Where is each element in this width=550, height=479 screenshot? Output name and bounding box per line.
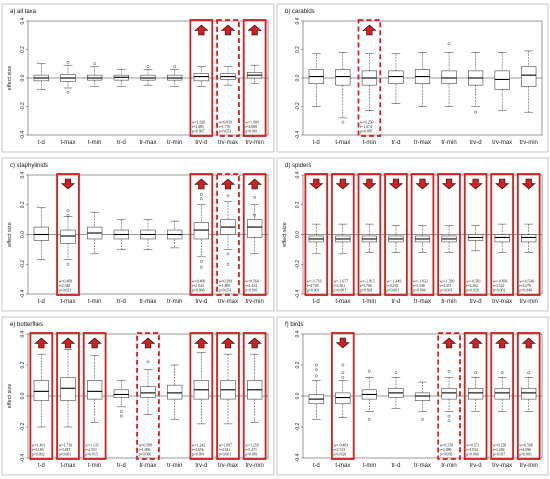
y-tick-label: 0.4 bbox=[20, 17, 26, 25]
stat-line: w=-0.839 bbox=[492, 279, 508, 284]
stat-line: t=4.096 bbox=[519, 448, 532, 453]
box-iqr bbox=[495, 388, 510, 399]
panel-title: c) staphylinids bbox=[10, 163, 49, 169]
box-iqr bbox=[442, 388, 457, 399]
x-tick-label: tr-d bbox=[391, 299, 401, 305]
stat-line: t=4.235 bbox=[386, 284, 399, 289]
box-iqr bbox=[495, 235, 510, 242]
x-tick-label: tr-max bbox=[414, 299, 431, 305]
stat-line: t=4.656 bbox=[191, 448, 204, 453]
x-tick-label: tr-max bbox=[414, 140, 431, 146]
x-tick-label: trv-max bbox=[492, 299, 513, 305]
stat-line: w=1.626 bbox=[191, 120, 206, 125]
stat-line: t=2.086 bbox=[439, 448, 452, 453]
stat-line: w=-1.915 bbox=[360, 279, 375, 284]
y-tick-label: 0.2 bbox=[20, 361, 26, 369]
stat-line: p=0.002 bbox=[31, 452, 45, 457]
x-tick-label: t-d bbox=[37, 463, 45, 469]
panel-f bbox=[277, 317, 548, 475]
x-tick-label: tr-max bbox=[139, 463, 157, 469]
y-tick-label: 0.2 bbox=[295, 201, 301, 209]
stat-line: t=5.471 bbox=[245, 448, 257, 453]
panel-title: d) spiders bbox=[285, 163, 312, 169]
x-tick-label: trv-max bbox=[492, 463, 513, 469]
y-tick-label: 0.4 bbox=[295, 17, 301, 25]
y-tick-label: 0.2 bbox=[295, 361, 301, 369]
stat-line: t=2.513 bbox=[333, 448, 346, 453]
stat-line: p=0.015 bbox=[85, 452, 98, 457]
y-tick-label: 0.0 bbox=[20, 231, 26, 238]
stat-line: p=0.001 bbox=[245, 452, 258, 457]
x-tick-label: t-max bbox=[60, 299, 76, 305]
box-iqr bbox=[61, 377, 76, 400]
box-iqr bbox=[415, 393, 430, 401]
x-tick-label: trv-max bbox=[218, 299, 238, 305]
x-tick-label: trv-min bbox=[519, 140, 538, 146]
box-iqr bbox=[389, 71, 404, 84]
x-tick-label: trv-min bbox=[519, 463, 538, 469]
x-tick-label: t-d bbox=[312, 140, 320, 146]
stat-line: p=0.002 bbox=[492, 288, 506, 293]
x-tick-label: t-min bbox=[362, 299, 377, 305]
x-tick-label: t-min bbox=[362, 140, 377, 146]
y-tick-label: 0.4 bbox=[20, 330, 26, 338]
x-tick-label: trv-d bbox=[469, 299, 482, 305]
stat-line: t=4.068 bbox=[245, 125, 257, 130]
x-tick-label: tr-min bbox=[166, 463, 183, 469]
stat-line: p=0.028 bbox=[333, 452, 347, 457]
y-tick-label: -0.2 bbox=[20, 259, 26, 269]
stat-line: t=3.522 bbox=[492, 284, 505, 289]
x-tick-label: t-max bbox=[335, 299, 351, 305]
box-iqr bbox=[167, 385, 182, 399]
y-tick-label: 0.4 bbox=[295, 330, 301, 338]
box-iqr bbox=[521, 235, 536, 242]
stat-line: p=0.001 bbox=[218, 452, 232, 457]
stat-line: t=2.262 bbox=[466, 284, 478, 289]
box-iqr bbox=[442, 71, 457, 84]
y-tick-label: 0.0 bbox=[20, 74, 26, 82]
stat-line: t=2.548 bbox=[58, 284, 71, 289]
x-tick-label: t-max bbox=[335, 140, 351, 146]
box-iqr bbox=[495, 71, 510, 90]
x-tick-label: tr-d bbox=[391, 140, 401, 146]
x-tick-label: trv-d bbox=[195, 463, 208, 469]
stat-line: w=-1.590 bbox=[439, 279, 455, 284]
stat-line: p=0.040 bbox=[519, 288, 532, 293]
stat-line: p=0.006 bbox=[466, 452, 479, 457]
stat-line: w=0.469 bbox=[191, 279, 206, 284]
stat-line: w=1.904 bbox=[245, 120, 259, 125]
stat-line: t=4.561 bbox=[333, 284, 346, 289]
stat-line: w=-1.677 bbox=[333, 279, 349, 284]
stat-line: p=0.001 bbox=[439, 288, 453, 293]
x-tick-label: trv-max bbox=[218, 463, 238, 469]
stat-line: w=1.242 bbox=[191, 443, 206, 448]
y-tick-label: -0.4 bbox=[20, 453, 26, 463]
stat-line: w=-1.449 bbox=[386, 279, 402, 284]
box-iqr bbox=[521, 388, 536, 399]
stat-line: w=0.571 bbox=[466, 443, 480, 448]
x-tick-label: tr-d bbox=[391, 463, 401, 469]
stat-line: w=0.299 bbox=[218, 279, 233, 284]
stat-line: w=-1.716 bbox=[306, 279, 322, 284]
box-iqr bbox=[468, 388, 483, 399]
y-tick-label: 0.0 bbox=[295, 392, 301, 400]
x-tick-label: tr-min bbox=[441, 463, 457, 469]
stat-line: p=0.006 bbox=[191, 288, 205, 293]
stat-line: t=2.284 bbox=[492, 448, 505, 453]
x-tick-label: t-d bbox=[37, 299, 45, 305]
stat-line: t=3.847 bbox=[58, 448, 71, 453]
box-iqr bbox=[87, 381, 102, 400]
stat-line: t=2.070 bbox=[519, 284, 532, 289]
x-tick-label: tr-d bbox=[116, 463, 126, 469]
x-tick-label: tr-d bbox=[116, 140, 126, 146]
box-iqr bbox=[141, 387, 156, 398]
stat-line: w=0.468 bbox=[58, 279, 73, 284]
stat-line: w=1.135 bbox=[85, 443, 99, 448]
stat-line: w=-1.032 bbox=[413, 279, 428, 284]
x-tick-label: tr-max bbox=[139, 140, 157, 146]
stat-line: p=0.087 bbox=[360, 129, 373, 134]
stat-line: p=0.053 bbox=[218, 129, 232, 134]
y-tick-label: 0.0 bbox=[20, 392, 26, 400]
stat-line: w=0.564 bbox=[245, 279, 259, 284]
stat-line: t=1.895 bbox=[218, 284, 231, 289]
x-tick-label: tr-min bbox=[441, 140, 457, 146]
x-tick-label: tr-max bbox=[139, 299, 157, 305]
stat-line: t=2.551 bbox=[85, 448, 97, 453]
panel-a bbox=[2, 4, 274, 152]
x-tick-label: tr-min bbox=[441, 299, 457, 305]
box-iqr bbox=[34, 227, 49, 240]
stat-line: p=0.058 bbox=[439, 452, 453, 457]
stat-line: p=0.001 bbox=[191, 452, 205, 457]
stat-line: p=0.021 bbox=[58, 288, 72, 293]
box-iqr bbox=[336, 69, 351, 85]
stat-line: p=0.007 bbox=[191, 129, 205, 134]
stat-line: t=2.944 bbox=[191, 284, 204, 289]
panel-title: b) carabids bbox=[285, 9, 315, 15]
y-tick-label: 0.0 bbox=[295, 231, 301, 238]
x-tick-label: t-min bbox=[362, 463, 377, 469]
stat-line: t=3.183 bbox=[31, 448, 44, 453]
stat-line: w=0.568 bbox=[519, 443, 533, 448]
x-tick-label: t-d bbox=[312, 463, 320, 469]
x-tick-label: trv-d bbox=[469, 140, 482, 146]
stat-line: w=-0.546 bbox=[519, 279, 535, 284]
y-tick-label: 0.2 bbox=[20, 46, 26, 53]
stat-line: p=0.001 bbox=[333, 288, 347, 293]
stat-line: t=1.906 bbox=[138, 448, 151, 453]
y-tick-label: -0.2 bbox=[20, 102, 26, 111]
stat-line: t=3.485 bbox=[191, 125, 204, 130]
stat-line: t=3.346 bbox=[413, 284, 425, 289]
stat-line: w=-0.403 bbox=[333, 443, 349, 448]
stat-line: p=0.001 bbox=[245, 288, 258, 293]
stat-line: t=3.034 bbox=[466, 448, 478, 453]
x-tick-label: trv-max bbox=[218, 140, 238, 146]
x-tick-label: tr-min bbox=[166, 140, 183, 146]
x-tick-label: trv-d bbox=[469, 463, 482, 469]
stat-line: t=5.706 bbox=[360, 284, 372, 289]
y-tick-label: 0.2 bbox=[295, 46, 301, 53]
stat-line: w=0.258 bbox=[492, 443, 507, 448]
stat-line: p=0.029 bbox=[466, 288, 479, 293]
stat-line: w=0.839 bbox=[218, 120, 233, 125]
panel-c bbox=[2, 158, 274, 311]
x-tick-label: t-min bbox=[87, 140, 102, 146]
stat-line: w=1.259 bbox=[245, 443, 259, 448]
y-axis-label: effect size bbox=[7, 222, 13, 247]
x-tick-label: t-max bbox=[335, 463, 351, 469]
x-tick-label: t-min bbox=[87, 463, 102, 469]
stat-line: t=4.351 bbox=[439, 284, 452, 289]
stat-line: t=1.776 bbox=[218, 125, 231, 130]
panel-b bbox=[277, 4, 548, 152]
stat-line: w=1.716 bbox=[58, 443, 73, 448]
box-iqr bbox=[34, 381, 49, 401]
y-tick-label: -0.4 bbox=[20, 289, 26, 299]
y-tick-label: 0.0 bbox=[295, 74, 301, 82]
y-tick-label: 0.4 bbox=[20, 171, 26, 179]
x-tick-label: trv-min bbox=[519, 299, 538, 305]
stat-line: w=0.558 bbox=[439, 443, 454, 448]
panel-title: f) birds bbox=[285, 322, 304, 328]
y-tick-label: 0.4 bbox=[295, 171, 301, 179]
x-tick-label: t-max bbox=[60, 463, 76, 469]
stat-line: p=0.004 bbox=[413, 288, 426, 293]
y-tick-label: 0.2 bbox=[20, 201, 26, 209]
stat-line: p=0.001 bbox=[519, 452, 532, 457]
stat-line: w=0.250 bbox=[360, 120, 374, 125]
stat-line: w=0.588 bbox=[138, 443, 153, 448]
y-tick-label: -0.2 bbox=[295, 259, 301, 269]
x-tick-label: trv-min bbox=[245, 463, 264, 469]
stat-line: w=1.401 bbox=[31, 443, 46, 448]
x-tick-label: tr-d bbox=[116, 299, 126, 305]
box-iqr bbox=[114, 390, 129, 398]
x-tick-label: trv-d bbox=[195, 140, 208, 146]
stat-line: p=0.001 bbox=[360, 288, 373, 293]
panel-title: e) butterflies bbox=[10, 322, 44, 328]
y-tick-label: -0.4 bbox=[295, 130, 301, 140]
box-iqr bbox=[194, 223, 209, 239]
box-iqr bbox=[336, 393, 351, 404]
y-tick-label: -0.2 bbox=[20, 422, 26, 432]
stat-line: p=0.037 bbox=[492, 452, 506, 457]
box-iqr bbox=[61, 230, 76, 243]
stat-line: t=4.434 bbox=[245, 284, 257, 289]
stat-line: w=-0.581 bbox=[466, 279, 481, 284]
stat-line: w=1.097 bbox=[218, 443, 233, 448]
box-iqr bbox=[194, 74, 209, 81]
panel-title: a) all taxa bbox=[10, 9, 37, 15]
x-tick-label: trv-min bbox=[245, 299, 264, 305]
x-tick-label: t-max bbox=[60, 140, 76, 146]
x-tick-label: tr-min bbox=[166, 299, 183, 305]
panel-e bbox=[2, 317, 274, 475]
stat-line: p=0.066 bbox=[138, 452, 152, 457]
x-tick-label: trv-max bbox=[492, 140, 513, 146]
stat-line: t=4.705 bbox=[306, 284, 319, 289]
stat-line: p=0.001 bbox=[306, 288, 320, 293]
x-tick-label: t-min bbox=[87, 299, 102, 305]
box-iqr bbox=[521, 67, 536, 87]
stat-line: p=0.074 bbox=[218, 288, 232, 293]
stat-line: t=1.674 bbox=[360, 125, 372, 130]
x-tick-label: t-d bbox=[312, 299, 320, 305]
box-iqr bbox=[247, 220, 262, 238]
x-tick-label: tr-max bbox=[414, 463, 431, 469]
y-axis-label: effect size bbox=[7, 65, 13, 91]
stat-line: p=0.001 bbox=[245, 129, 258, 134]
x-tick-label: t-d bbox=[37, 140, 45, 146]
y-axis-label: effect size bbox=[7, 383, 13, 409]
y-tick-label: -0.2 bbox=[295, 422, 301, 432]
y-tick-label: -0.4 bbox=[20, 130, 26, 140]
stat-line: p=0.001 bbox=[58, 452, 72, 457]
y-tick-label: -0.4 bbox=[295, 453, 301, 463]
x-tick-label: trv-d bbox=[195, 299, 208, 305]
y-axis-label: effect size bbox=[282, 222, 288, 247]
y-tick-label: -0.4 bbox=[295, 289, 301, 299]
stat-line: t=4.541 bbox=[218, 448, 231, 453]
stat-line: p=0.001 bbox=[386, 288, 400, 293]
y-tick-label: -0.2 bbox=[295, 102, 301, 111]
panel-d bbox=[277, 158, 548, 311]
x-tick-label: trv-min bbox=[245, 140, 264, 146]
